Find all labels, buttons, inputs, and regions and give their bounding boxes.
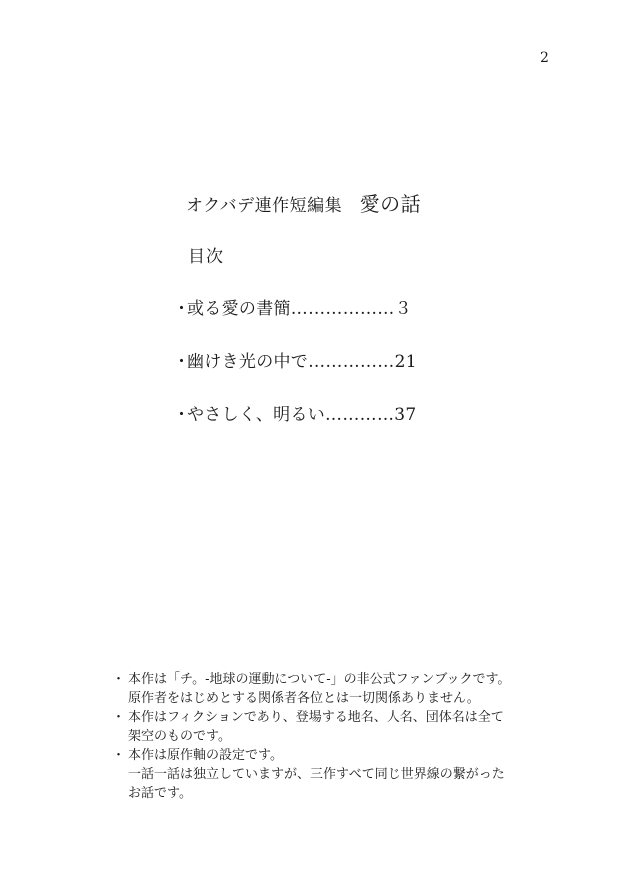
toc-item — [173, 351, 417, 373]
toc-item — [173, 298, 417, 320]
toc-heading: 目次 — [188, 247, 224, 267]
table-of-contents — [173, 298, 417, 457]
toc-bullet: ・ — [173, 352, 191, 372]
series-title: オクバデ連作短編集 — [186, 196, 343, 216]
toc-item-label: やさしく、明るい………… — [187, 405, 395, 425]
toc-item — [173, 404, 417, 426]
note-item — [112, 708, 572, 746]
toc-item-page: ３ — [394, 299, 412, 319]
note-text: 本作はフィクションであり、登場する地名、人名、団体名は全て 架空のものです。 — [128, 710, 504, 744]
note-text: 本作は原作軸の設定です。 一話一話は独立していますが、三作すべて同じ世界線の繋がった お話です。 — [128, 748, 505, 801]
toc-bullet: ・ — [173, 299, 191, 319]
note-bullet: ・ — [112, 672, 126, 687]
note-item — [112, 746, 572, 803]
toc-item-page: 37 — [394, 405, 417, 425]
note-item — [112, 670, 572, 708]
note-text: 本作は「チ。-地球の運動について-」の非公式ファンブックです。 原作者をはじめとする関係者各位とは一切関係ありません。 — [128, 672, 511, 706]
note-bullet: ・ — [112, 748, 126, 763]
toc-item-label: 或る愛の書簡……………… — [187, 299, 395, 319]
toc-item-page: 21 — [394, 352, 417, 372]
disclaimer-notes — [112, 670, 572, 803]
note-bullet: ・ — [112, 710, 126, 725]
toc-item-label: 幽けき光の中で…………… — [187, 352, 395, 372]
page-number: 2 — [540, 50, 549, 66]
collection-title: 愛の話 — [359, 192, 422, 216]
toc-bullet: ・ — [173, 405, 191, 425]
book-title — [186, 193, 421, 217]
